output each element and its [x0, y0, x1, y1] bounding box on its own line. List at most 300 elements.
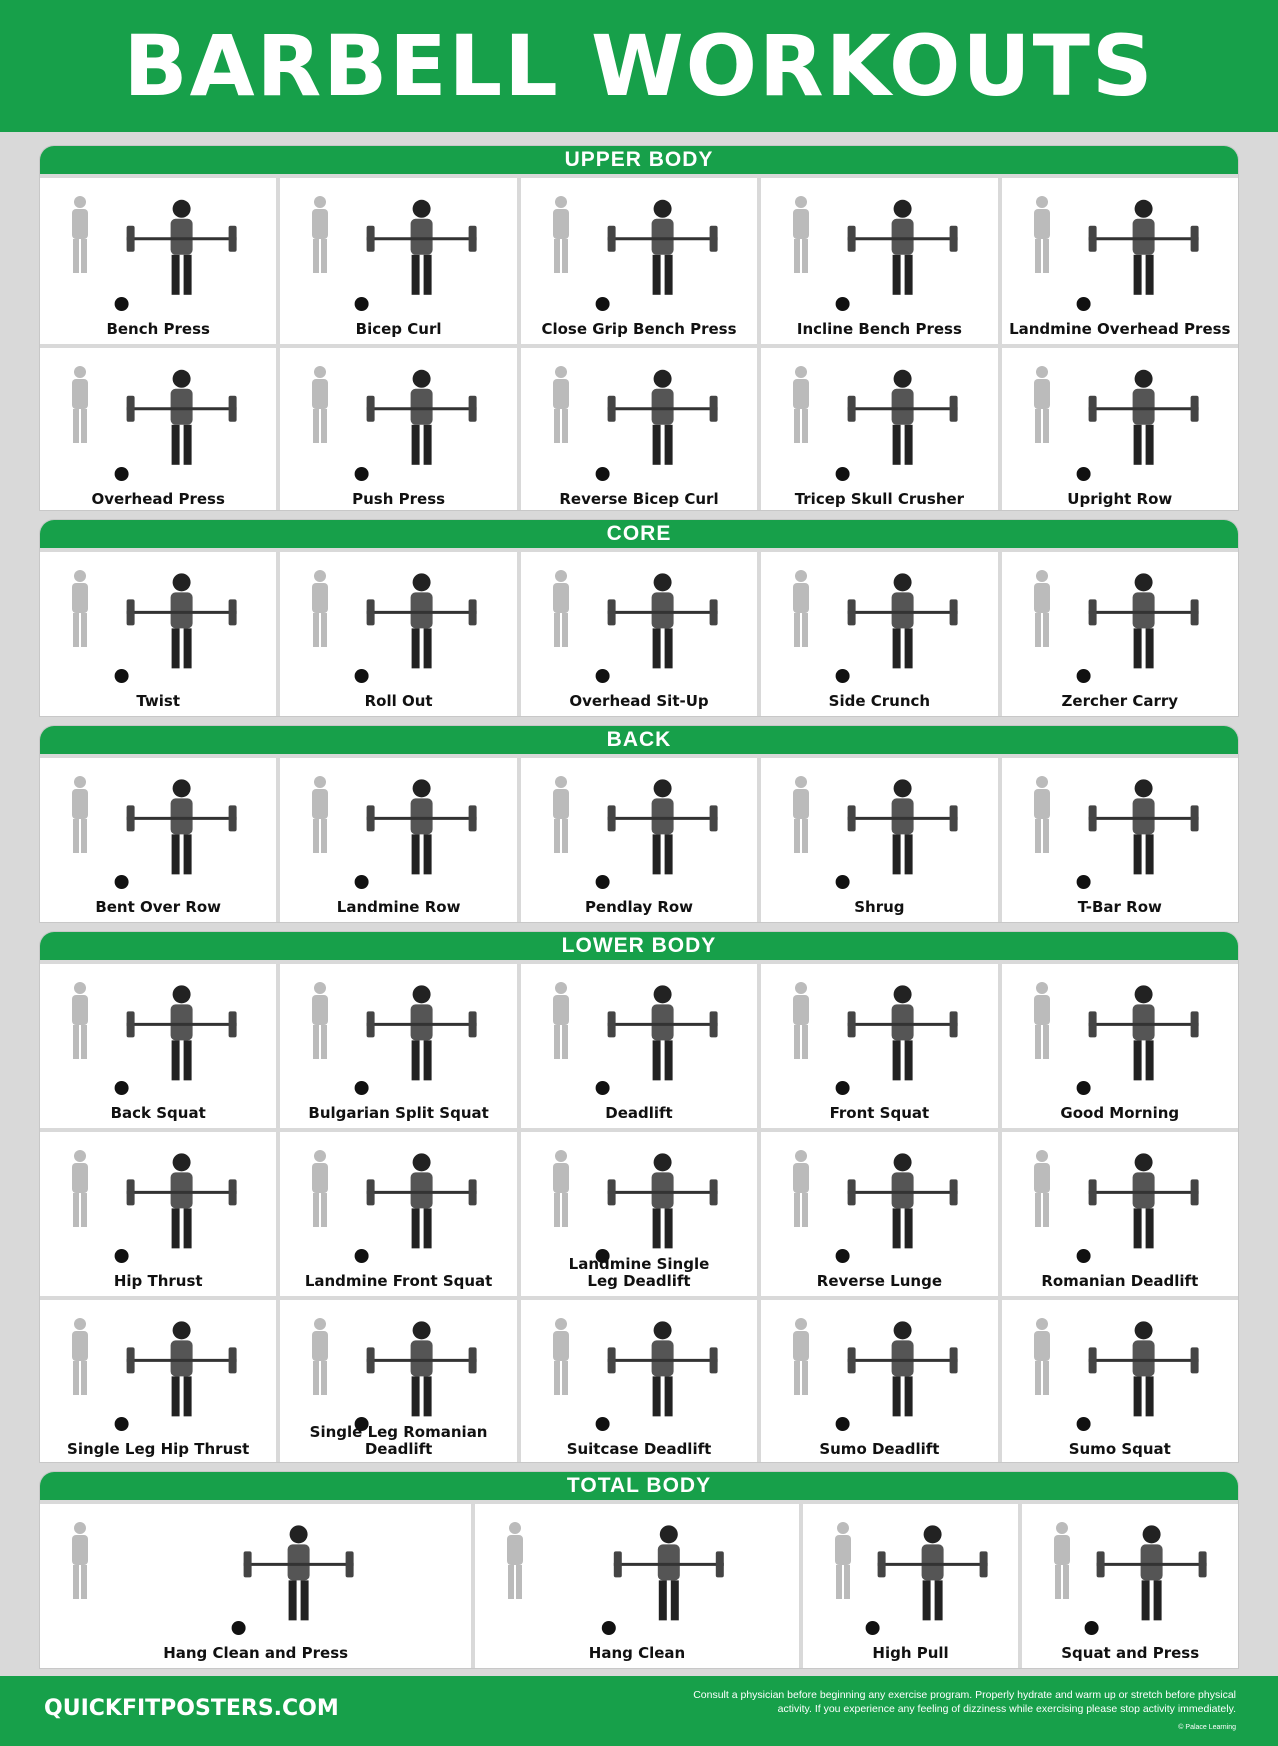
exercise-illustration: [521, 1300, 757, 1438]
anatomy-leg: [73, 819, 79, 853]
exercise-label: Suitcase Deadlift: [566, 1440, 712, 1458]
exercise-illustration: [761, 964, 997, 1102]
copyright-text: © Palace Learning: [1178, 1724, 1236, 1731]
anatomy-torso: [553, 995, 569, 1025]
figure-leg: [172, 255, 180, 295]
figure-torso: [892, 1340, 914, 1376]
step-badge: [865, 1621, 879, 1635]
figure-leg: [664, 255, 672, 295]
figure-leg: [424, 425, 432, 465]
anatomy-leg: [554, 613, 560, 647]
barbell-plate: [950, 1347, 958, 1373]
figure-head: [413, 200, 431, 218]
barbell-plate: [1097, 1551, 1105, 1577]
exercise-card: [1002, 178, 1238, 344]
exercise-card: [1002, 348, 1238, 510]
barbell-plate: [229, 805, 237, 831]
exercise-label: Sumo Deadlift: [819, 1440, 940, 1458]
figure-head: [1134, 1321, 1152, 1339]
anatomy-leg: [1043, 613, 1049, 647]
exercise-illustration: [761, 178, 997, 318]
anatomy-torso: [553, 209, 569, 239]
barbell-plate: [709, 226, 717, 252]
anatomy-leg: [562, 1025, 568, 1059]
anatomy-head: [314, 982, 326, 994]
exercise-card: [40, 178, 276, 344]
figure-leg: [905, 1040, 913, 1080]
barbell-plate: [1199, 1551, 1207, 1577]
exercise-illustration: [1002, 552, 1238, 690]
anatomy-leg: [73, 1361, 79, 1395]
anatomy-head: [314, 1150, 326, 1162]
section-title: UPPER BODY: [40, 146, 1238, 174]
barbell-plate: [127, 226, 135, 252]
section-lower-body: [40, 932, 1238, 1462]
exercise-drawing: [521, 964, 757, 1102]
step-badge: [115, 1417, 129, 1431]
figure-leg: [424, 834, 432, 874]
exercise-drawing: [521, 178, 757, 318]
barbell-plate: [127, 1179, 135, 1205]
step-badge: [1076, 669, 1090, 683]
exercise-card: [1002, 1300, 1238, 1462]
anatomy-head: [555, 196, 567, 208]
figure-torso: [1132, 1340, 1154, 1376]
exercise-card: [761, 964, 997, 1128]
figure-head: [653, 985, 671, 1003]
figure-head: [653, 200, 671, 218]
barbell-plate: [1088, 1179, 1096, 1205]
step-badge: [355, 467, 369, 481]
anatomy-leg: [1043, 409, 1049, 443]
barbell-plate: [709, 1011, 717, 1037]
figure-leg: [184, 1208, 192, 1248]
figure-head: [660, 1525, 678, 1543]
barbell-plate: [848, 805, 856, 831]
step-badge: [836, 1081, 850, 1095]
figure-torso: [892, 1004, 914, 1040]
anatomy-torso: [312, 789, 328, 819]
barbell-plate: [367, 396, 375, 422]
exercise-card: [1002, 552, 1238, 716]
barbell-plate: [607, 805, 615, 831]
figure-leg: [412, 255, 420, 295]
exercise-card: [40, 1132, 276, 1296]
exercise-drawing: [761, 1300, 997, 1438]
section-total-body: [40, 1472, 1238, 1668]
exercise-card: [280, 1132, 516, 1296]
figure-head: [653, 1153, 671, 1171]
step-badge: [115, 669, 129, 683]
exercise-illustration: [475, 1504, 798, 1642]
anatomy-torso: [553, 379, 569, 409]
barbell-plate: [1088, 1011, 1096, 1037]
exercise-label: Sumo Squat: [1068, 1440, 1171, 1458]
barbell-plate: [709, 805, 717, 831]
barbell-plate: [1190, 1347, 1198, 1373]
anatomy-leg: [81, 239, 87, 273]
anatomy-head: [795, 196, 807, 208]
exercise-drawing: [761, 178, 997, 318]
figure-torso: [171, 1172, 193, 1208]
figure-torso: [1132, 1172, 1154, 1208]
anatomy-leg: [516, 1565, 522, 1599]
barbell-plate: [979, 1551, 987, 1577]
figure-leg: [893, 255, 901, 295]
barbell-plate: [950, 805, 958, 831]
anatomy-leg: [1055, 1565, 1061, 1599]
exercise-label: Front Squat: [829, 1104, 930, 1122]
disclaimer-text: Consult a physician before beginning any exercise program. Properly hydrate and warm up or stretch before physical activity. If you experience any feeling of dizziness while exercising please stop activity immediately.: [693, 1689, 1236, 1715]
exercise-label: Landmine Row: [336, 898, 461, 916]
anatomy-head: [795, 776, 807, 788]
figure-head: [413, 1153, 431, 1171]
step-badge: [836, 1417, 850, 1431]
anatomy-leg: [73, 613, 79, 647]
figure-torso: [651, 389, 673, 425]
exercise-illustration: [1002, 964, 1238, 1102]
exercise-label: Pendlay Row: [584, 898, 694, 916]
figure-leg: [424, 1208, 432, 1248]
exercise-label: Bench Press: [106, 320, 210, 338]
anatomy-torso: [793, 583, 809, 613]
figure-head: [653, 573, 671, 591]
figure-head: [894, 1153, 912, 1171]
exercise-label: Roll Out: [364, 692, 433, 710]
anatomy-torso: [312, 995, 328, 1025]
figure-torso: [1132, 219, 1154, 255]
exercise-drawing: [1002, 178, 1238, 318]
barbell-plate: [709, 1347, 717, 1373]
barbell-plate: [848, 1347, 856, 1373]
anatomy-leg: [73, 1025, 79, 1059]
exercise-card: [40, 964, 276, 1128]
barbell-plate: [1190, 396, 1198, 422]
barbell-plate: [229, 226, 237, 252]
figure-torso: [658, 1544, 680, 1580]
anatomy-torso: [72, 1331, 88, 1361]
exercise-card: [1002, 1132, 1238, 1296]
exercise-label: Good Morning: [1060, 1104, 1180, 1122]
exercise-drawing: [761, 964, 997, 1102]
step-badge: [595, 467, 609, 481]
section-title: LOWER BODY: [40, 932, 1238, 960]
figure-leg: [184, 834, 192, 874]
figure-leg: [172, 425, 180, 465]
figure-leg: [905, 1208, 913, 1248]
barbell-plate: [346, 1551, 354, 1577]
anatomy-leg: [81, 613, 87, 647]
exercise-drawing: [475, 1504, 798, 1642]
step-badge: [355, 669, 369, 683]
anatomy-leg: [313, 239, 319, 273]
exercise-card: [521, 758, 757, 922]
exercise-drawing: [280, 552, 516, 690]
site-link[interactable]: QUICKFITPOSTERS.COM: [44, 1696, 339, 1721]
exercise-drawing: [1022, 1504, 1238, 1642]
exercise-illustration: [280, 758, 516, 896]
figure-leg: [652, 1376, 660, 1416]
step-badge: [1076, 1249, 1090, 1263]
anatomy-leg: [1035, 1025, 1041, 1059]
figure-leg: [652, 1040, 660, 1080]
anatomy-leg: [802, 239, 808, 273]
barbell-plate: [469, 1179, 477, 1205]
figure-head: [894, 370, 912, 388]
anatomy-leg: [313, 1361, 319, 1395]
barbell-plate: [229, 1347, 237, 1373]
exercise-card: [521, 1300, 757, 1462]
exercise-card: [521, 348, 757, 510]
figure-leg: [652, 1208, 660, 1248]
anatomy-torso: [553, 583, 569, 613]
anatomy-torso: [553, 1163, 569, 1193]
figure-head: [413, 370, 431, 388]
exercise-illustration: [280, 178, 516, 318]
exercise-card: [1002, 964, 1238, 1128]
anatomy-leg: [1043, 1361, 1049, 1395]
figure-torso: [1132, 389, 1154, 425]
step-badge: [836, 297, 850, 311]
exercise-illustration: [761, 1300, 997, 1438]
exercise-illustration: [1002, 348, 1238, 488]
exercise-illustration: [761, 348, 997, 488]
figure-leg: [905, 255, 913, 295]
figure-leg: [1145, 425, 1153, 465]
barbell-plate: [1088, 805, 1096, 831]
anatomy-leg: [321, 613, 327, 647]
exercise-label: Bulgarian Split Squat: [308, 1104, 489, 1122]
exercise-illustration: [521, 1132, 757, 1270]
step-badge: [1085, 1621, 1099, 1635]
section-title: TOTAL BODY: [40, 1472, 1238, 1500]
exercise-card: [475, 1504, 798, 1668]
anatomy-head: [555, 982, 567, 994]
anatomy-leg: [1035, 1193, 1041, 1227]
anatomy-torso: [1034, 1163, 1050, 1193]
barbell-plate: [127, 396, 135, 422]
exercise-card: [761, 348, 997, 510]
exercise-card: [521, 552, 757, 716]
figure-leg: [671, 1580, 679, 1620]
exercise-card: [280, 348, 516, 510]
exercise-label: Bent Over Row: [95, 898, 222, 916]
anatomy-leg: [554, 1193, 560, 1227]
exercise-label: T-Bar Row: [1077, 898, 1162, 916]
exercise-illustration: [40, 552, 276, 690]
anatomy-head: [555, 570, 567, 582]
exercise-label: Single Leg Romanian Deadlift: [309, 1423, 488, 1458]
anatomy-torso: [312, 1163, 328, 1193]
figure-torso: [171, 1004, 193, 1040]
exercise-drawing: [1002, 552, 1238, 690]
barbell-plate: [950, 1011, 958, 1037]
barbell-plate: [848, 226, 856, 252]
exercise-drawing: [40, 552, 276, 690]
barbell-plate: [1088, 1347, 1096, 1373]
anatomy-head: [795, 1318, 807, 1330]
figure-head: [1134, 370, 1152, 388]
poster-title: BARBELL WORKOUTS: [123, 17, 1155, 115]
exercise-illustration: [521, 552, 757, 690]
anatomy-leg: [1043, 239, 1049, 273]
anatomy-leg: [554, 409, 560, 443]
figure-torso: [1132, 798, 1154, 834]
anatomy-head: [1056, 1522, 1068, 1534]
barbell-plate: [469, 226, 477, 252]
figure-torso: [892, 389, 914, 425]
figure-torso: [1132, 1004, 1154, 1040]
exercise-illustration: [40, 758, 276, 896]
exercise-card: [1002, 758, 1238, 922]
barbell-plate: [367, 226, 375, 252]
figure-head: [1134, 985, 1152, 1003]
step-badge: [595, 1417, 609, 1431]
exercise-drawing: [1002, 964, 1238, 1102]
anatomy-leg: [794, 613, 800, 647]
section-title: CORE: [40, 520, 1238, 548]
anatomy-leg: [508, 1565, 514, 1599]
figure-leg: [664, 425, 672, 465]
anatomy-leg: [562, 819, 568, 853]
exercise-card: [1022, 1504, 1238, 1668]
exercise-drawing: [280, 178, 516, 318]
anatomy-torso: [1034, 209, 1050, 239]
exercise-illustration: [280, 1300, 516, 1438]
exercise-label: Reverse Bicep Curl: [559, 490, 719, 508]
exercise-illustration: [1002, 1300, 1238, 1438]
anatomy-leg: [794, 239, 800, 273]
figure-leg: [1145, 628, 1153, 668]
exercise-card: [40, 1300, 276, 1462]
figure-leg: [301, 1580, 309, 1620]
anatomy-torso: [312, 583, 328, 613]
figure-torso: [411, 592, 433, 628]
exercise-illustration: [40, 178, 276, 318]
exercise-label: Hip Thrust: [113, 1272, 203, 1290]
anatomy-head: [555, 366, 567, 378]
exercise-illustration: [761, 758, 997, 896]
anatomy-head: [74, 1318, 86, 1330]
figure-torso: [1132, 592, 1154, 628]
anatomy-head: [74, 570, 86, 582]
barbell-plate: [244, 1551, 252, 1577]
exercise-label: Overhead Sit-Up: [569, 692, 709, 710]
exercise-card: [280, 552, 516, 716]
barbell-plate: [229, 599, 237, 625]
exercise-drawing: [1002, 348, 1238, 488]
exercise-illustration: [521, 348, 757, 488]
figure-leg: [893, 1208, 901, 1248]
figure-leg: [652, 255, 660, 295]
barbell-plate: [607, 1011, 615, 1037]
anatomy-leg: [802, 1025, 808, 1059]
figure-leg: [184, 628, 192, 668]
figure-leg: [905, 1376, 913, 1416]
exercise-drawing: [521, 1132, 757, 1270]
anatomy-torso: [793, 209, 809, 239]
anatomy-leg: [73, 409, 79, 443]
exercise-illustration: [280, 1132, 516, 1270]
anatomy-torso: [507, 1535, 523, 1565]
figure-leg: [664, 628, 672, 668]
exercise-illustration: [280, 964, 516, 1102]
figure-head: [1134, 1153, 1152, 1171]
figure-head: [653, 1321, 671, 1339]
exercise-illustration: [761, 552, 997, 690]
anatomy-head: [555, 776, 567, 788]
anatomy-leg: [321, 239, 327, 273]
barbell-plate: [607, 599, 615, 625]
figure-torso: [921, 1544, 943, 1580]
anatomy-head: [74, 982, 86, 994]
exercise-illustration: [1002, 758, 1238, 896]
exercise-drawing: [40, 348, 276, 488]
anatomy-head: [314, 1318, 326, 1330]
anatomy-torso: [553, 1331, 569, 1361]
anatomy-leg: [562, 239, 568, 273]
step-badge: [595, 875, 609, 889]
exercise-card: [761, 1132, 997, 1296]
exercise-illustration: [40, 1300, 276, 1438]
barbell-plate: [367, 1347, 375, 1373]
barbell-plate: [469, 599, 477, 625]
exercise-label: Close Grip Bench Press: [541, 320, 737, 338]
anatomy-leg: [794, 1193, 800, 1227]
exercise-drawing: [280, 758, 516, 896]
anatomy-leg: [794, 409, 800, 443]
exercise-label: Tricep Skull Crusher: [794, 490, 965, 508]
exercise-drawing: [521, 758, 757, 896]
figure-leg: [1145, 1040, 1153, 1080]
barbell-plate: [716, 1551, 724, 1577]
figure-head: [653, 370, 671, 388]
anatomy-torso: [1034, 789, 1050, 819]
exercise-illustration: [521, 964, 757, 1102]
exercise-card: [803, 1504, 1019, 1668]
figure-leg: [424, 1376, 432, 1416]
exercise-label: Squat and Press: [1061, 1644, 1200, 1662]
exercise-illustration: [280, 348, 516, 488]
anatomy-torso: [793, 995, 809, 1025]
anatomy-head: [74, 1522, 86, 1534]
anatomy-leg: [802, 613, 808, 647]
figure-torso: [651, 1340, 673, 1376]
anatomy-leg: [1035, 1361, 1041, 1395]
figure-leg: [893, 834, 901, 874]
section-back: [40, 726, 1238, 922]
exercise-label: Back Squat: [110, 1104, 206, 1122]
exercise-label: Single Leg Hip Thrust: [67, 1440, 250, 1458]
anatomy-torso: [72, 209, 88, 239]
anatomy-leg: [554, 819, 560, 853]
figure-leg: [424, 1040, 432, 1080]
figure-leg: [184, 1040, 192, 1080]
figure-head: [173, 200, 191, 218]
barbell-plate: [607, 396, 615, 422]
exercise-drawing: [521, 1300, 757, 1438]
exercise-drawing: [761, 758, 997, 896]
figure-leg: [652, 834, 660, 874]
anatomy-head: [314, 366, 326, 378]
figure-leg: [1145, 1208, 1153, 1248]
exercise-illustration: [803, 1504, 1019, 1642]
anatomy-head: [314, 196, 326, 208]
anatomy-head: [1036, 776, 1048, 788]
barbell-plate: [709, 396, 717, 422]
exercise-label: Hang Clean and Press: [163, 1644, 349, 1662]
figure-torso: [892, 592, 914, 628]
